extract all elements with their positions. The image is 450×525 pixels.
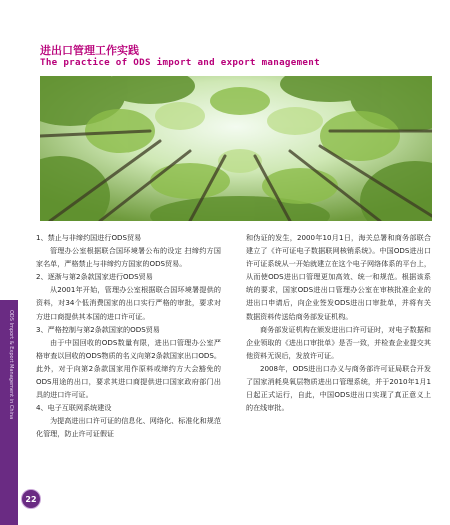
paragraph: 管理办公室根据联合国环境署公布的设定 扫缔约方国家名单，严格禁止与非缔约方国家的ODS贸易。 — [36, 246, 221, 269]
section-heading-1: 1、禁止与非缔约国进行ODS贸易 — [36, 233, 142, 242]
paragraph: 从2001年开始，管理办公室根据联合国环境署提供的资料，对34个低消费国家的出口实行严格的审批，要求对方进口商提供其本国的进口许可证。 — [36, 285, 221, 321]
paragraph: 2008年，ODS进出口办义与商务部许可证局联合开发了国家消耗臭氧层物质进出口管理系统，并于2010年1月1日起正式运行，自此，中国ODS进出口实现了真正意义上的在线审批。 — [246, 363, 431, 413]
paragraph: 为提高进出口许可证的信息化、网络化、标准化和规范化管理，防止许可证假证 — [36, 416, 221, 439]
section-heading-4: 4、电子互联网系统建设 — [36, 403, 112, 413]
side-bar-text: ODS Import & Export Management in China — [8, 310, 14, 420]
page-number: 22 — [21, 489, 41, 509]
forest-canopy-photo — [40, 76, 432, 221]
right-text-column — [246, 231, 431, 414]
section-heading-2: 2、逐渐与第2条款国家进行ODS贸易 — [36, 272, 153, 282]
left-text-column — [36, 231, 221, 441]
paragraph: 和伪证的发生，2000年10月1日，海关总署和商务部联合建立了《许可证电子数据联网核销系统》。中国ODS进出口许可证系统从一开始就建立在这个电子网络体系的平台上，从而使ODS进出口管理更加高效、统一和规范。根据该系统的要求，国家ODS进出口管理办公室在审核批准企业的进出口申请后，向企业签发ODS进出口审批单，并将有关数据资料传送给商务部发证机构。 — [246, 233, 431, 321]
section-heading-3: 3、严格控制与第2条款国家的ODS贸易 — [36, 324, 160, 334]
page-title-english: The practice of ODS import and export management — [40, 57, 320, 68]
paragraph: 商务部发证机构在颁发进出口许可证时，对电子数据和企业领取的《进出口审批单》是否一致，并检查企业提交其他资料无误后，发放许可证。 — [246, 324, 431, 360]
page-title-chinese: 进出口管理工作实践 — [40, 44, 139, 57]
paragraph: 由于中国回收的ODS数量有限，进出口管理办公室严格审查以回收的ODS物质的名义向第2条款国家出口ODS。此外，对于向第2条款国家用作原料或缔约方大会豁免的ODS用途的出口，要求其进口商提供进口国家政府部门出具的进口许可证。 — [36, 337, 221, 400]
